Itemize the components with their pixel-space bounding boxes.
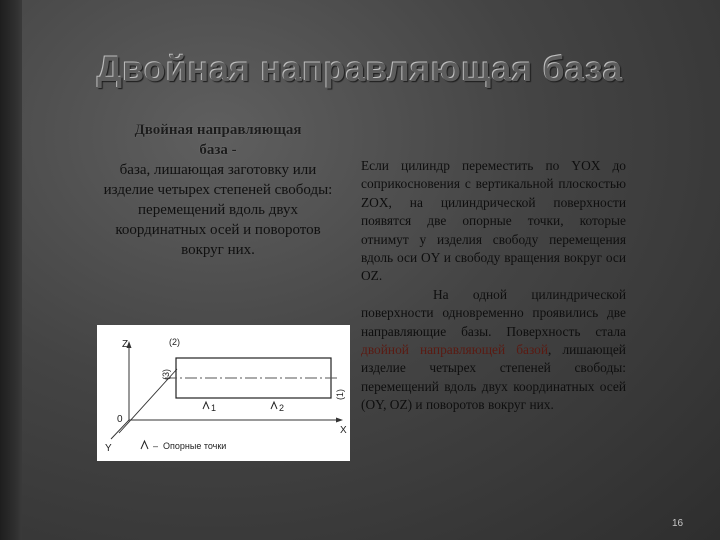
x-axis-arrow bbox=[336, 418, 343, 423]
definition-term bbox=[96, 120, 340, 160]
label-3: (3) bbox=[161, 369, 171, 380]
cylinder-diagram bbox=[97, 325, 350, 461]
label-1: (1) bbox=[335, 389, 345, 400]
legend-dash: – bbox=[153, 441, 159, 451]
origin-label: 0 bbox=[117, 414, 123, 425]
support-point-1-label: 1 bbox=[211, 403, 217, 413]
slide-title: Двойная направляющая база bbox=[97, 50, 623, 89]
definition-term-line1: Двойная направляющая bbox=[134, 122, 302, 138]
diagram-svg bbox=[97, 325, 350, 461]
highlight-base: базой bbox=[516, 342, 549, 358]
legend-text: Опорные точки bbox=[163, 441, 227, 451]
definition-term-line2: база - bbox=[199, 142, 237, 158]
axis-x-label: X bbox=[340, 425, 347, 436]
support-point-1-icon bbox=[203, 402, 209, 409]
p2-part-a: На одной цилиндрической поверхности одновременно проявились две направляющие базы. Поверхность стала bbox=[361, 286, 626, 339]
p2-space bbox=[505, 342, 516, 357]
definition-text: база, лишающая заготовку или изделие четырех степеней свободы: перемещений вдоль двух координатных осей и поворотов вокруг них. bbox=[103, 162, 333, 258]
label-2: (2) bbox=[169, 337, 180, 347]
explanation-paragraph-2 bbox=[361, 286, 626, 415]
explanation-text bbox=[361, 157, 626, 415]
support-point-2-icon bbox=[271, 402, 277, 409]
p2-part-b: , лишающей изделие четырех степеней свободы: перемещений вдоль двух координатных осей (OY, OZ) и поворотов вокруг них. bbox=[361, 342, 626, 413]
definition-block bbox=[96, 120, 340, 260]
axis-z-label: Z bbox=[122, 339, 129, 350]
legend-support-icon bbox=[141, 441, 148, 449]
highlight-double-guiding: двойной направляющей bbox=[361, 342, 506, 358]
axis-y-label: Y bbox=[105, 443, 112, 454]
page-number: 16 bbox=[672, 518, 684, 529]
support-point-2-label: 2 bbox=[279, 403, 285, 413]
explanation-paragraph-1: Если цилиндр переместить по YOX до соприкосновения с вертикальной плоскостью ZOX, на цилиндрической поверхности появятся две опорные точки, которые отнимут у изделия свободу перемещения вдоль оси OY и свободу вращения вокруг оси OZ. bbox=[361, 158, 626, 284]
